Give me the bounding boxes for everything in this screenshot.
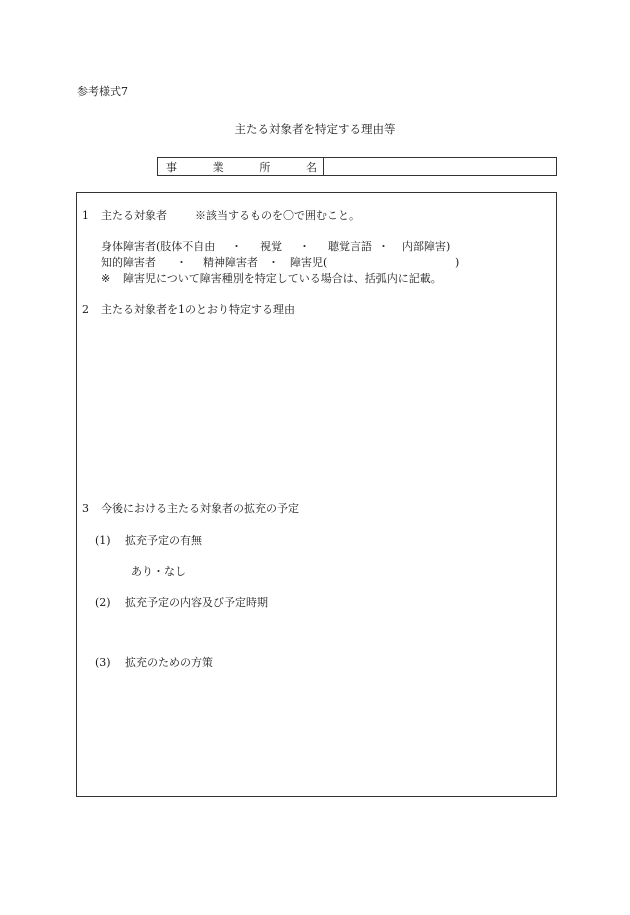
section2-number: 2 — [82, 303, 89, 316]
section1-heading: 主たる対象者 — [101, 209, 167, 222]
document-title: 主たる対象者を特定する理由等 — [234, 122, 396, 136]
separator-dot: ・ — [176, 256, 187, 269]
office-label-char: 名 — [305, 160, 317, 174]
target-options-row1 — [101, 241, 450, 252]
option-child[interactable]: 障害児( — [290, 256, 328, 269]
note-mark: ※ — [101, 272, 111, 285]
office-label-char: 事 — [166, 160, 177, 174]
separator-dot: ・ — [268, 256, 279, 269]
item2-label: 拡充予定の内容及び予定時期 — [125, 596, 268, 609]
child-type-note: 障害児について障害種別を特定している場合は、括弧内に記載。 — [123, 272, 442, 285]
section3-number: 3 — [82, 502, 89, 515]
section2-heading: 主たる対象者を1のとおり特定する理由 — [101, 303, 295, 316]
office-name-label — [158, 158, 324, 175]
child-close-paren: ) — [455, 256, 460, 269]
section1-number: 1 — [82, 209, 89, 222]
form-number: 参考様式7 — [77, 85, 128, 98]
expansion-yes-no-options[interactable]: あり・なし — [131, 565, 186, 578]
section1-note: ※該当するものを〇で囲むこと。 — [195, 209, 360, 222]
item2-number: (2) — [95, 596, 111, 609]
option-physical-limb[interactable]: 身体障害者(肢体不自由 — [101, 240, 216, 253]
office-label-char: 所 — [259, 160, 271, 174]
option-intellectual[interactable]: 知的障害者 — [101, 256, 156, 269]
item3-label: 拡充のための方策 — [125, 656, 213, 669]
separator-dot: ・ — [299, 240, 310, 253]
office-label-char: 業 — [212, 160, 224, 174]
item3-number: (3) — [95, 656, 111, 669]
office-name-row — [157, 157, 557, 176]
option-hearing-speech[interactable]: 聴覚言語 — [328, 240, 372, 253]
option-internal[interactable]: 内部障害) — [402, 240, 451, 253]
item1-number: (1) — [95, 534, 111, 547]
option-mental[interactable]: 精神障害者 — [203, 256, 258, 269]
separator-dot: ・ — [378, 240, 389, 253]
separator-dot: ・ — [231, 240, 242, 253]
section3-heading: 今後における主たる対象者の拡充の予定 — [101, 502, 299, 515]
office-name-field[interactable] — [324, 158, 556, 175]
option-visual[interactable]: 視覚 — [260, 240, 282, 253]
item1-label: 拡充予定の有無 — [125, 534, 202, 547]
target-options-row2 — [101, 257, 459, 268]
